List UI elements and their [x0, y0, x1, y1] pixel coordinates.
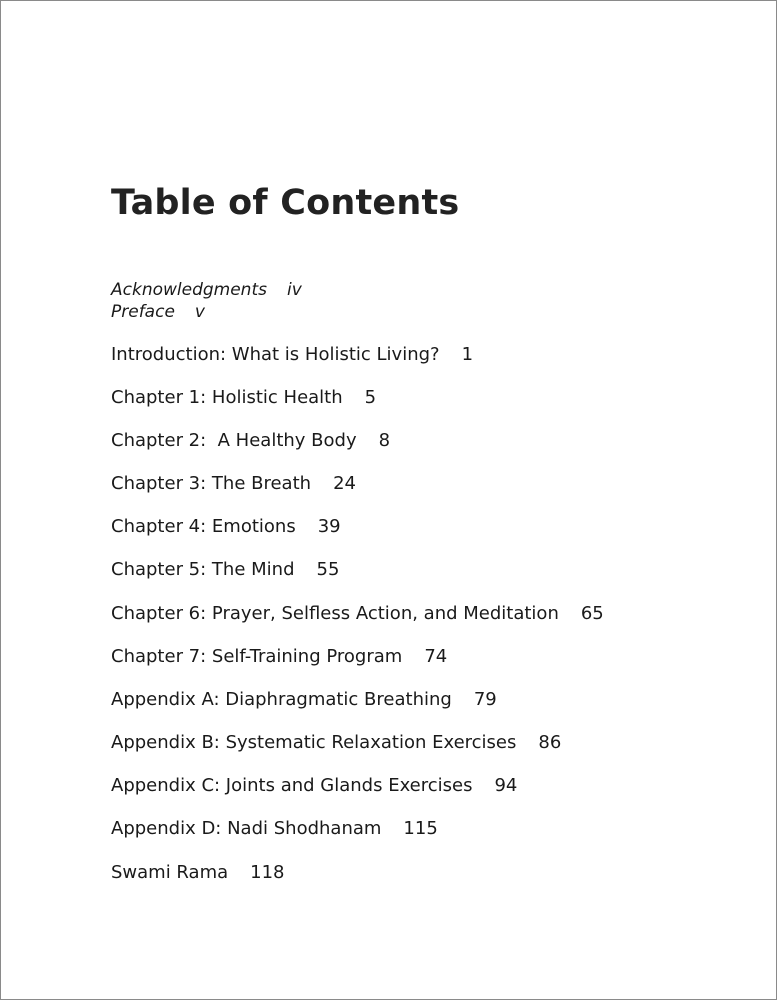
toc-entry-label: Chapter 7: Self-Training Program: [111, 646, 403, 667]
toc-entry-preface[interactable]: [111, 302, 205, 322]
toc-entry-label: Chapter 4: Emotions: [111, 516, 296, 537]
toc-entry-page: 86: [538, 732, 562, 753]
toc-entry-appendix-b[interactable]: [111, 732, 561, 753]
toc-entry-label: Appendix C: Joints and Glands Exercises: [111, 775, 473, 796]
toc-entry-label: Chapter 2: A Healthy Body: [111, 430, 357, 451]
toc-entry-page: 65: [580, 603, 604, 624]
toc-entry-page: 74: [424, 646, 448, 667]
toc-entry-introduction[interactable]: [111, 344, 473, 365]
toc-entry-page: 115: [403, 818, 438, 839]
toc-entry-page: 24: [333, 473, 356, 494]
toc-entry-appendix-d[interactable]: [111, 818, 438, 839]
toc-entry-page: 94: [494, 775, 518, 796]
toc-entry-label: Preface: [111, 302, 175, 322]
toc-entry-label: Chapter 1: Holistic Health: [111, 387, 343, 408]
toc-entry-page: 118: [250, 862, 285, 883]
toc-entry-chapter-7[interactable]: [111, 646, 447, 667]
toc-entry-acknowledgments[interactable]: [111, 280, 302, 300]
toc-entry-swami-rama[interactable]: [111, 862, 285, 883]
toc-entry-label: Swami Rama: [111, 862, 229, 883]
toc-entry-label: Acknowledgments: [111, 280, 267, 300]
toc-entry-page: 8: [378, 430, 391, 451]
toc-entry-label: Chapter 6: Prayer, Selfless Action, and Meditation: [111, 603, 559, 624]
toc-entry-appendix-c[interactable]: [111, 775, 517, 796]
toc-entry-label: Appendix A: Diaphragmatic Breathing: [111, 689, 452, 710]
toc-entry-page: v: [194, 302, 205, 322]
toc-entry-chapter-2[interactable]: [111, 430, 390, 451]
toc-entry-chapter-6[interactable]: [111, 603, 604, 624]
page-title: Table of Contents: [111, 183, 460, 223]
toc-entry-label: Chapter 3: The Breath: [111, 473, 312, 494]
toc-entry-page: 39: [317, 516, 341, 537]
toc-entry-page: 5: [364, 387, 377, 408]
toc-entry-chapter-4[interactable]: [111, 516, 341, 537]
toc-entry-chapter-5[interactable]: [111, 559, 339, 580]
toc-entry-label: Introduction: What is Holistic Living?: [111, 344, 440, 365]
toc-entry-chapter-3[interactable]: [111, 473, 356, 494]
toc-entry-label: Appendix B: Systematic Relaxation Exercises: [111, 732, 517, 753]
toc-entry-label: Appendix D: Nadi Shodhanam: [111, 818, 382, 839]
toc-entry-page: 55: [316, 559, 340, 580]
toc-entry-page: iv: [286, 280, 302, 300]
toc-entry-appendix-a[interactable]: [111, 689, 497, 710]
toc-entry-page: 79: [473, 689, 497, 710]
toc-entry-label: Chapter 5: The Mind: [111, 559, 295, 580]
toc-entry-page: 1: [461, 344, 474, 365]
toc-entry-chapter-1[interactable]: [111, 387, 376, 408]
